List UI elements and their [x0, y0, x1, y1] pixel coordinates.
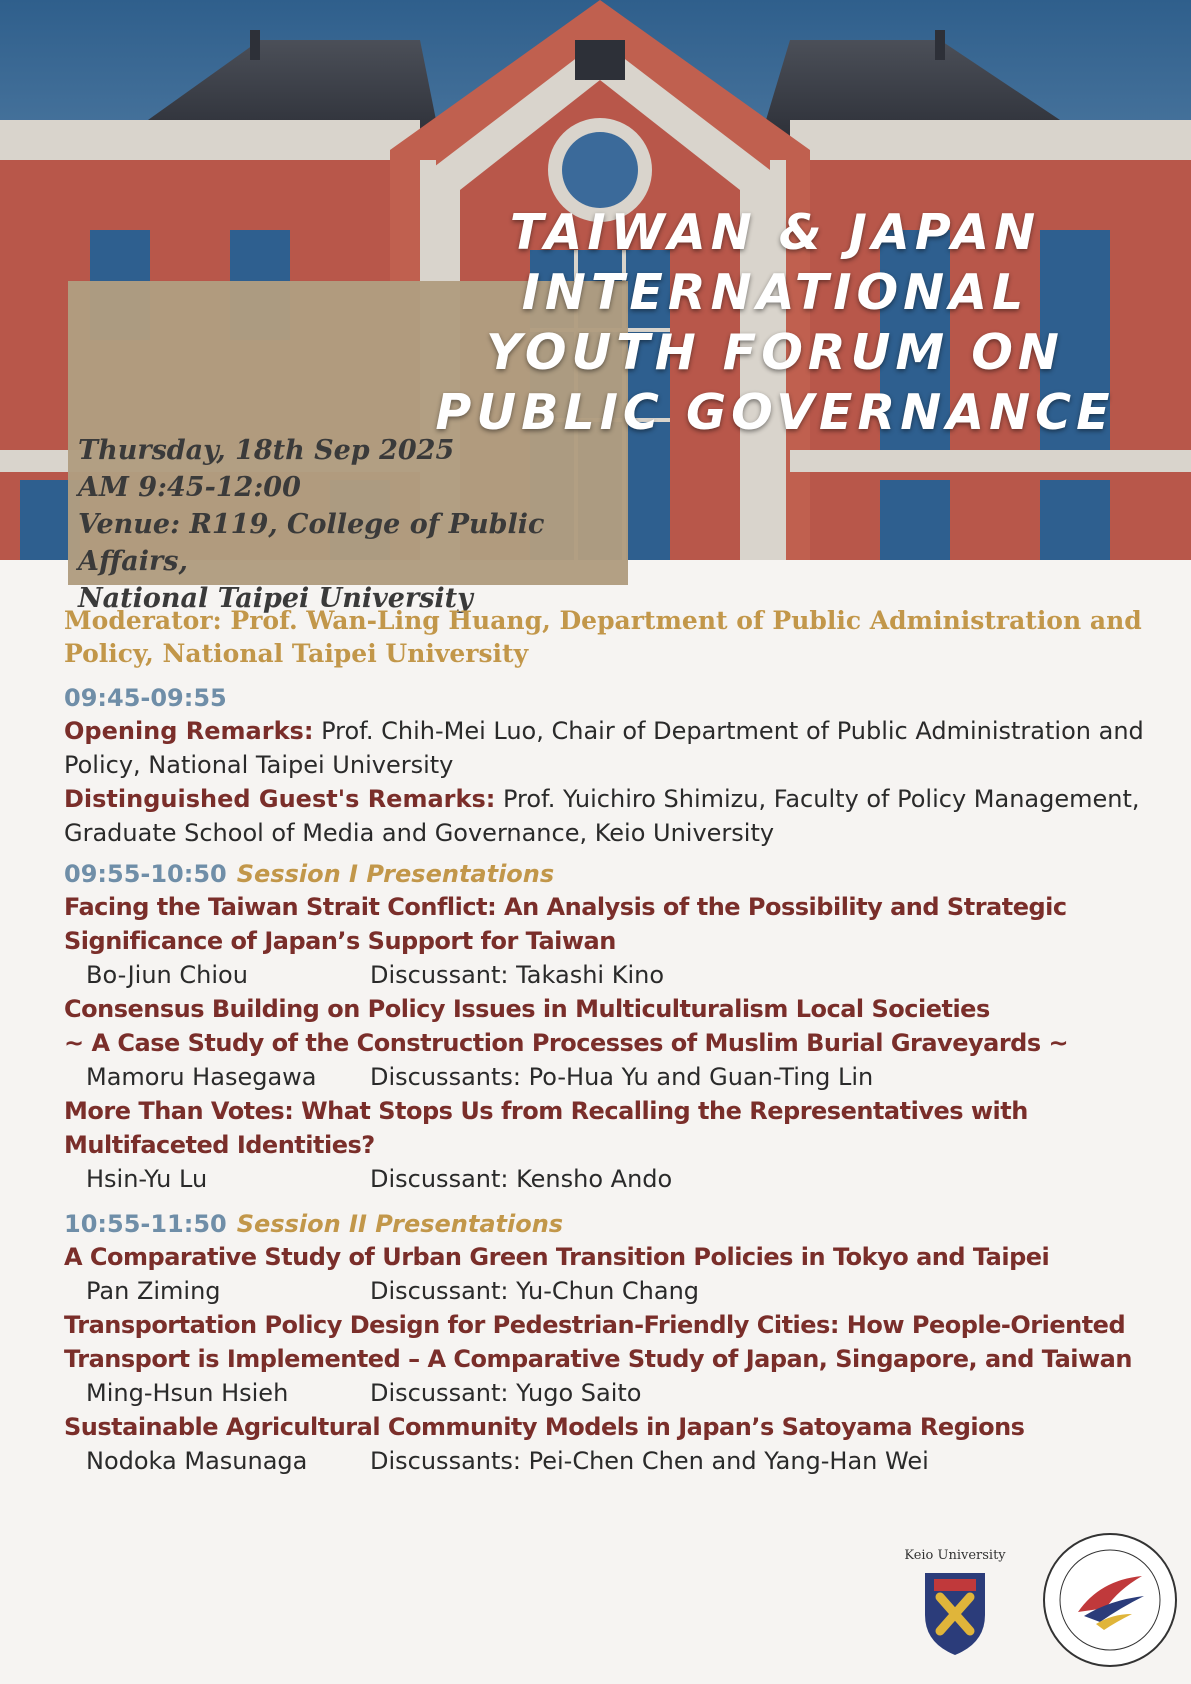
paper	[64, 1094, 1174, 1196]
session1-time: 09:55-10:50	[64, 860, 227, 888]
keio-university-logo	[890, 1545, 1020, 1675]
paper	[64, 1240, 1174, 1308]
ntpu-department-logo	[1040, 1530, 1180, 1670]
guest-remarks	[64, 782, 1174, 850]
paper-title: Sustainable Agricultural Community Models in Japan’s Satoyama Regions	[64, 1413, 1025, 1441]
opening-remarks-text: Prof. Chih-Mei Luo, Chair of Department of Public Administration and Policy, National Taipei University	[64, 717, 1144, 779]
title-line-4: PUBLIC GOVERNANCE	[435, 384, 1115, 441]
session1-header	[64, 858, 1174, 890]
paper-presenter: Bo-Jiun Chiou	[86, 961, 248, 989]
event-venue-line-2: National Taipei University	[78, 583, 473, 614]
guest-remarks-text: Prof. Yuichiro Shimizu, Faculty of Policy Management, Graduate School of Media and Governance, Keio University	[64, 785, 1140, 847]
paper-title: Transportation Policy Design for Pedestrian-Friendly Cities: How People-Oriented Transport is Implemented – A Comparative Study of Japan, Singapore, and Taiwan	[64, 1311, 1132, 1373]
paper-title: Consensus Building on Policy Issues in Multiculturalism Local Societies	[64, 995, 990, 1023]
keio-logo-name: Keio University	[904, 1548, 1006, 1563]
paper	[64, 1410, 1174, 1478]
paper-subtitle: ~ A Case Study of the Construction Processes of Muslim Burial Graveyards ~	[64, 1029, 1069, 1057]
program	[64, 604, 1174, 1478]
paper-presenter: Ming-Hsun Hsieh	[86, 1379, 289, 1407]
session2-time: 10:55-11:50	[64, 1210, 227, 1238]
paper-discussant: Discussant: Kensho Ando	[370, 1165, 673, 1193]
event-venue-line-1: Venue: R119, College of Public Affairs,	[78, 509, 545, 577]
paper-title: A Comparative Study of Urban Green Transition Policies in Tokyo and Taipei	[64, 1243, 1050, 1271]
paper-title: More Than Votes: What Stops Us from Recalling the Representatives with Multifaceted Identities?	[64, 1097, 1028, 1159]
event-details	[78, 432, 638, 617]
moderator: Moderator: Prof. Wan-Ling Huang, Department of Public Administration and Policy, National Taipei University	[64, 606, 1142, 668]
session2-header	[64, 1208, 1174, 1240]
paper	[64, 1308, 1174, 1410]
event-title	[395, 203, 1155, 443]
paper-title: Facing the Taiwan Strait Conflict: An Analysis of the Possibility and Strategic Significance of Japan’s Support for Taiwan	[64, 893, 1067, 955]
paper-presenter: Hsin-Yu Lu	[86, 1165, 208, 1193]
paper	[64, 890, 1174, 992]
session2-name: Session II Presentations	[236, 1210, 564, 1238]
event-date: Thursday, 18th Sep 2025	[78, 435, 455, 466]
paper-discussant: Discussant: Takashi Kino	[370, 961, 664, 989]
paper-discussant: Discussants: Po-Hua Yu and Guan-Ting Lin	[370, 1063, 874, 1091]
opening-remarks	[64, 714, 1174, 782]
title-line-3: YOUTH FORUM ON	[486, 324, 1064, 381]
guest-remarks-label: Distinguished Guest's Remarks:	[64, 785, 496, 813]
paper	[64, 992, 1174, 1094]
title-line-2: INTERNATIONAL	[521, 264, 1029, 321]
opening-time: 09:45-09:55	[64, 684, 227, 712]
paper-discussant: Discussant: Yu-Chun Chang	[370, 1277, 700, 1305]
opening-remarks-label: Opening Remarks:	[64, 717, 314, 745]
paper-discussant: Discussant: Yugo Saito	[370, 1379, 642, 1407]
session1-name: Session I Presentations	[236, 860, 555, 888]
event-time: AM 9:45-12:00	[78, 472, 301, 503]
paper-presenter: Pan Ziming	[86, 1277, 221, 1305]
title-line-1: TAIWAN & JAPAN	[509, 204, 1041, 261]
paper-presenter: Mamoru Hasegawa	[86, 1063, 317, 1091]
paper-discussant: Discussants: Pei-Chen Chen and Yang-Han Wei	[370, 1447, 929, 1475]
paper-presenter: Nodoka Masunaga	[86, 1447, 308, 1475]
